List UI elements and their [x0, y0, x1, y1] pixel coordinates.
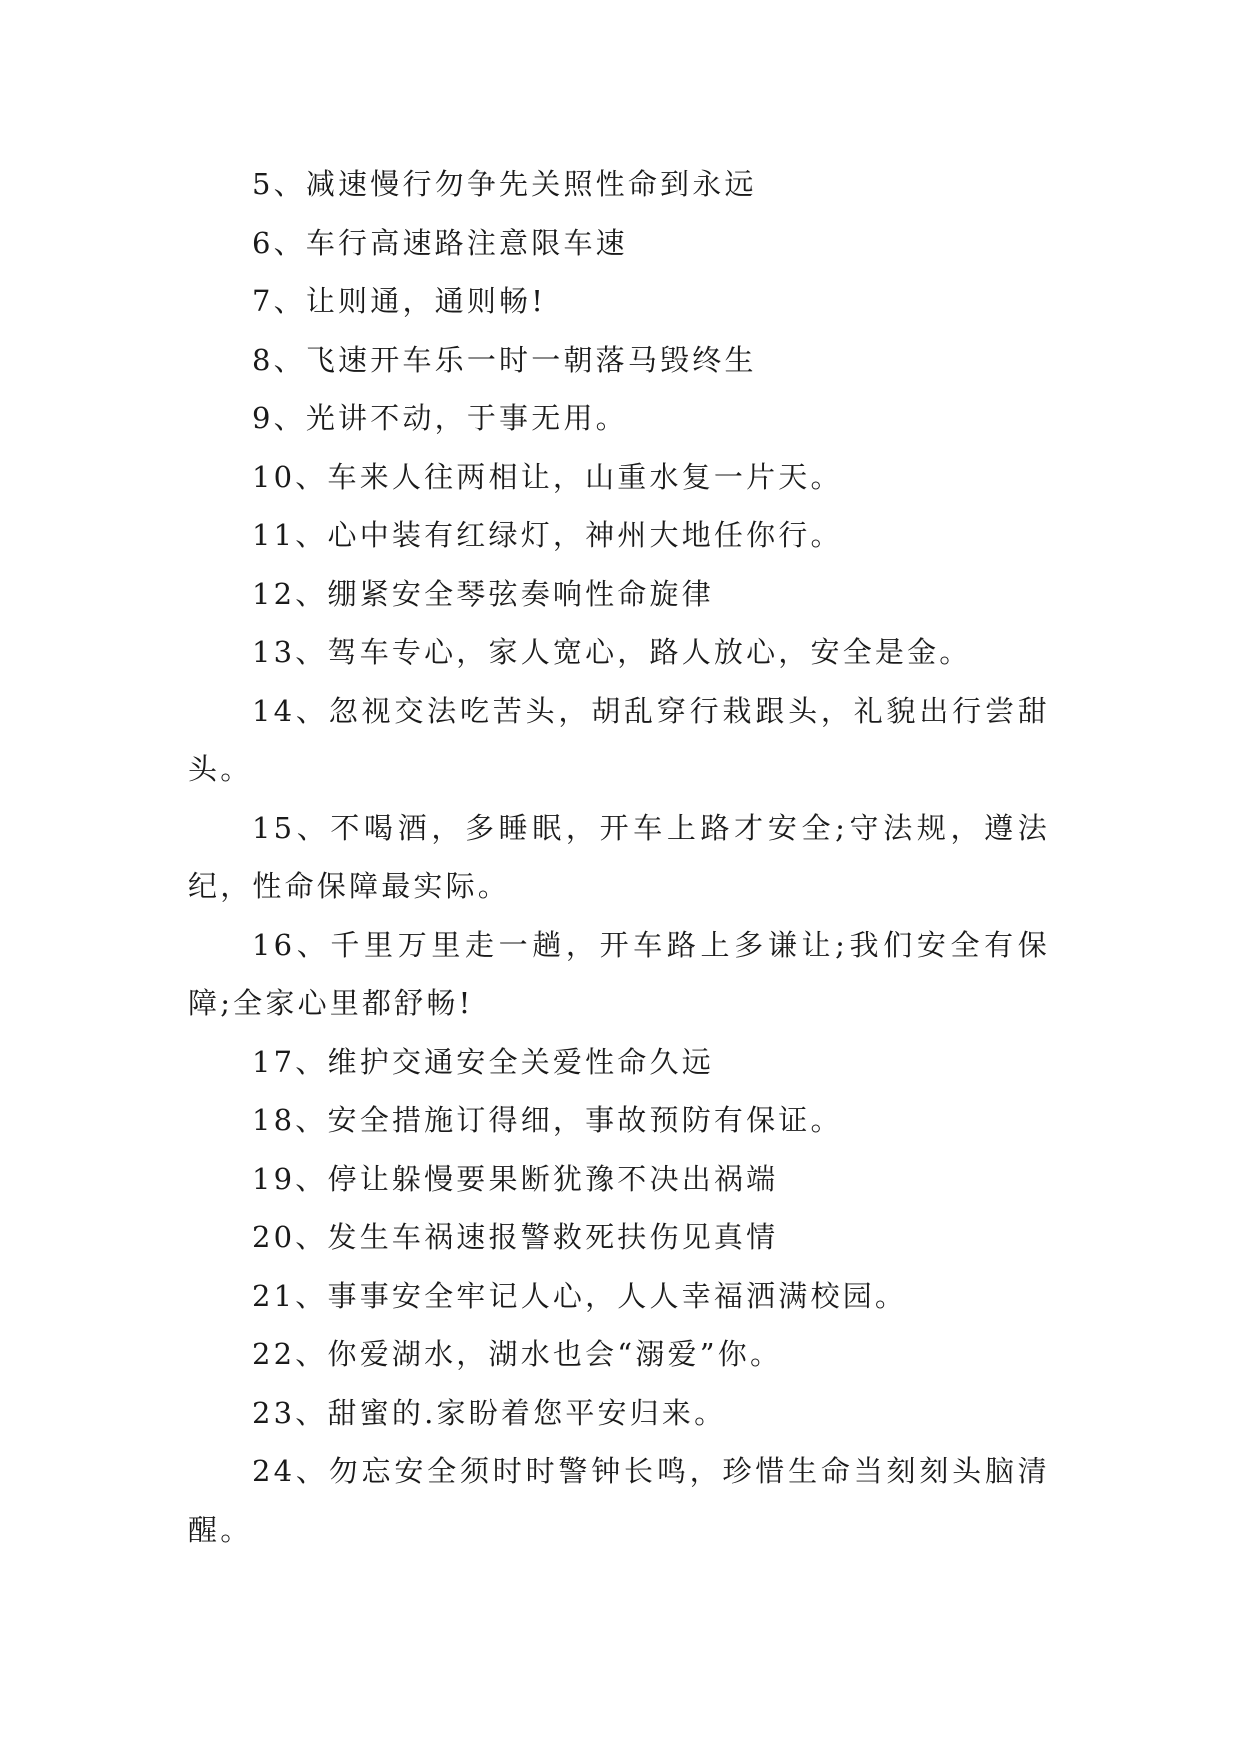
paragraph-slogan-9: 9、光讲不动，于事无用。: [252, 401, 628, 435]
paragraph-slogan-22: 22、你爱湖水，湖水也会“溺爱”你。: [252, 1337, 783, 1371]
paragraph-slogan-7: 7、让则通，通则畅!: [252, 284, 547, 318]
document-body: [188, 155, 1050, 1559]
paragraph-slogan-21: 21、事事安全牢记人心，人人幸福洒满校园。: [252, 1278, 908, 1313]
paragraph-slogan-8: 8、飞速开车乐一时一朝落马毁终生: [252, 342, 757, 377]
paragraph-slogan-10: 10、车来人往两相让，山重水复一片天。: [252, 459, 843, 494]
paragraph-slogan-11: 11、心中装有红绿灯，神州大地任你行。: [252, 518, 843, 552]
paragraph-slogan-18: 18、安全措施订得细，事故预防有保证。: [252, 1103, 843, 1137]
paragraph-slogan-6: 6、车行高速路注意限车速: [252, 225, 628, 260]
paragraph-slogan-20: 20、发生车祸速报警救死扶伤见真情: [252, 1220, 779, 1254]
paragraph-slogan-5: 5、减速慢行勿争先关照性命到永远: [252, 167, 757, 201]
paragraph-slogan-24: 24、勿忘安全须时时警钟长鸣，珍惜生命当刻刻头脑清醒。: [188, 1454, 1050, 1547]
paragraph-slogan-16: 16、千里万里走一趟，开车路上多谦让;我们安全有保障;全家心里都舒畅!: [188, 927, 1050, 1020]
paragraph-slogan-17: 17、维护交通安全关爱性命久远: [252, 1044, 714, 1079]
paragraph-slogan-15: 15、不喝酒，多睡眠，开车上路才安全;守法规，遵法纪，性命保障最实际。: [188, 810, 1050, 903]
paragraph-slogan-19: 19、停让躲慢要果断犹豫不决出祸端: [252, 1161, 779, 1196]
paragraph-slogan-23: 23、甜蜜的.家盼着您平安归来。: [252, 1395, 727, 1430]
paragraph-slogan-12: 12、绷紧安全琴弦奏响性命旋律: [252, 576, 714, 611]
paragraph-slogan-13: 13、驾车专心，家人宽心，路人放心，安全是金。: [252, 635, 972, 669]
paragraph-slogan-14: 14、忽视交法吃苦头，胡乱穿行栽跟头，礼貌出行尝甜头。: [188, 693, 1050, 786]
